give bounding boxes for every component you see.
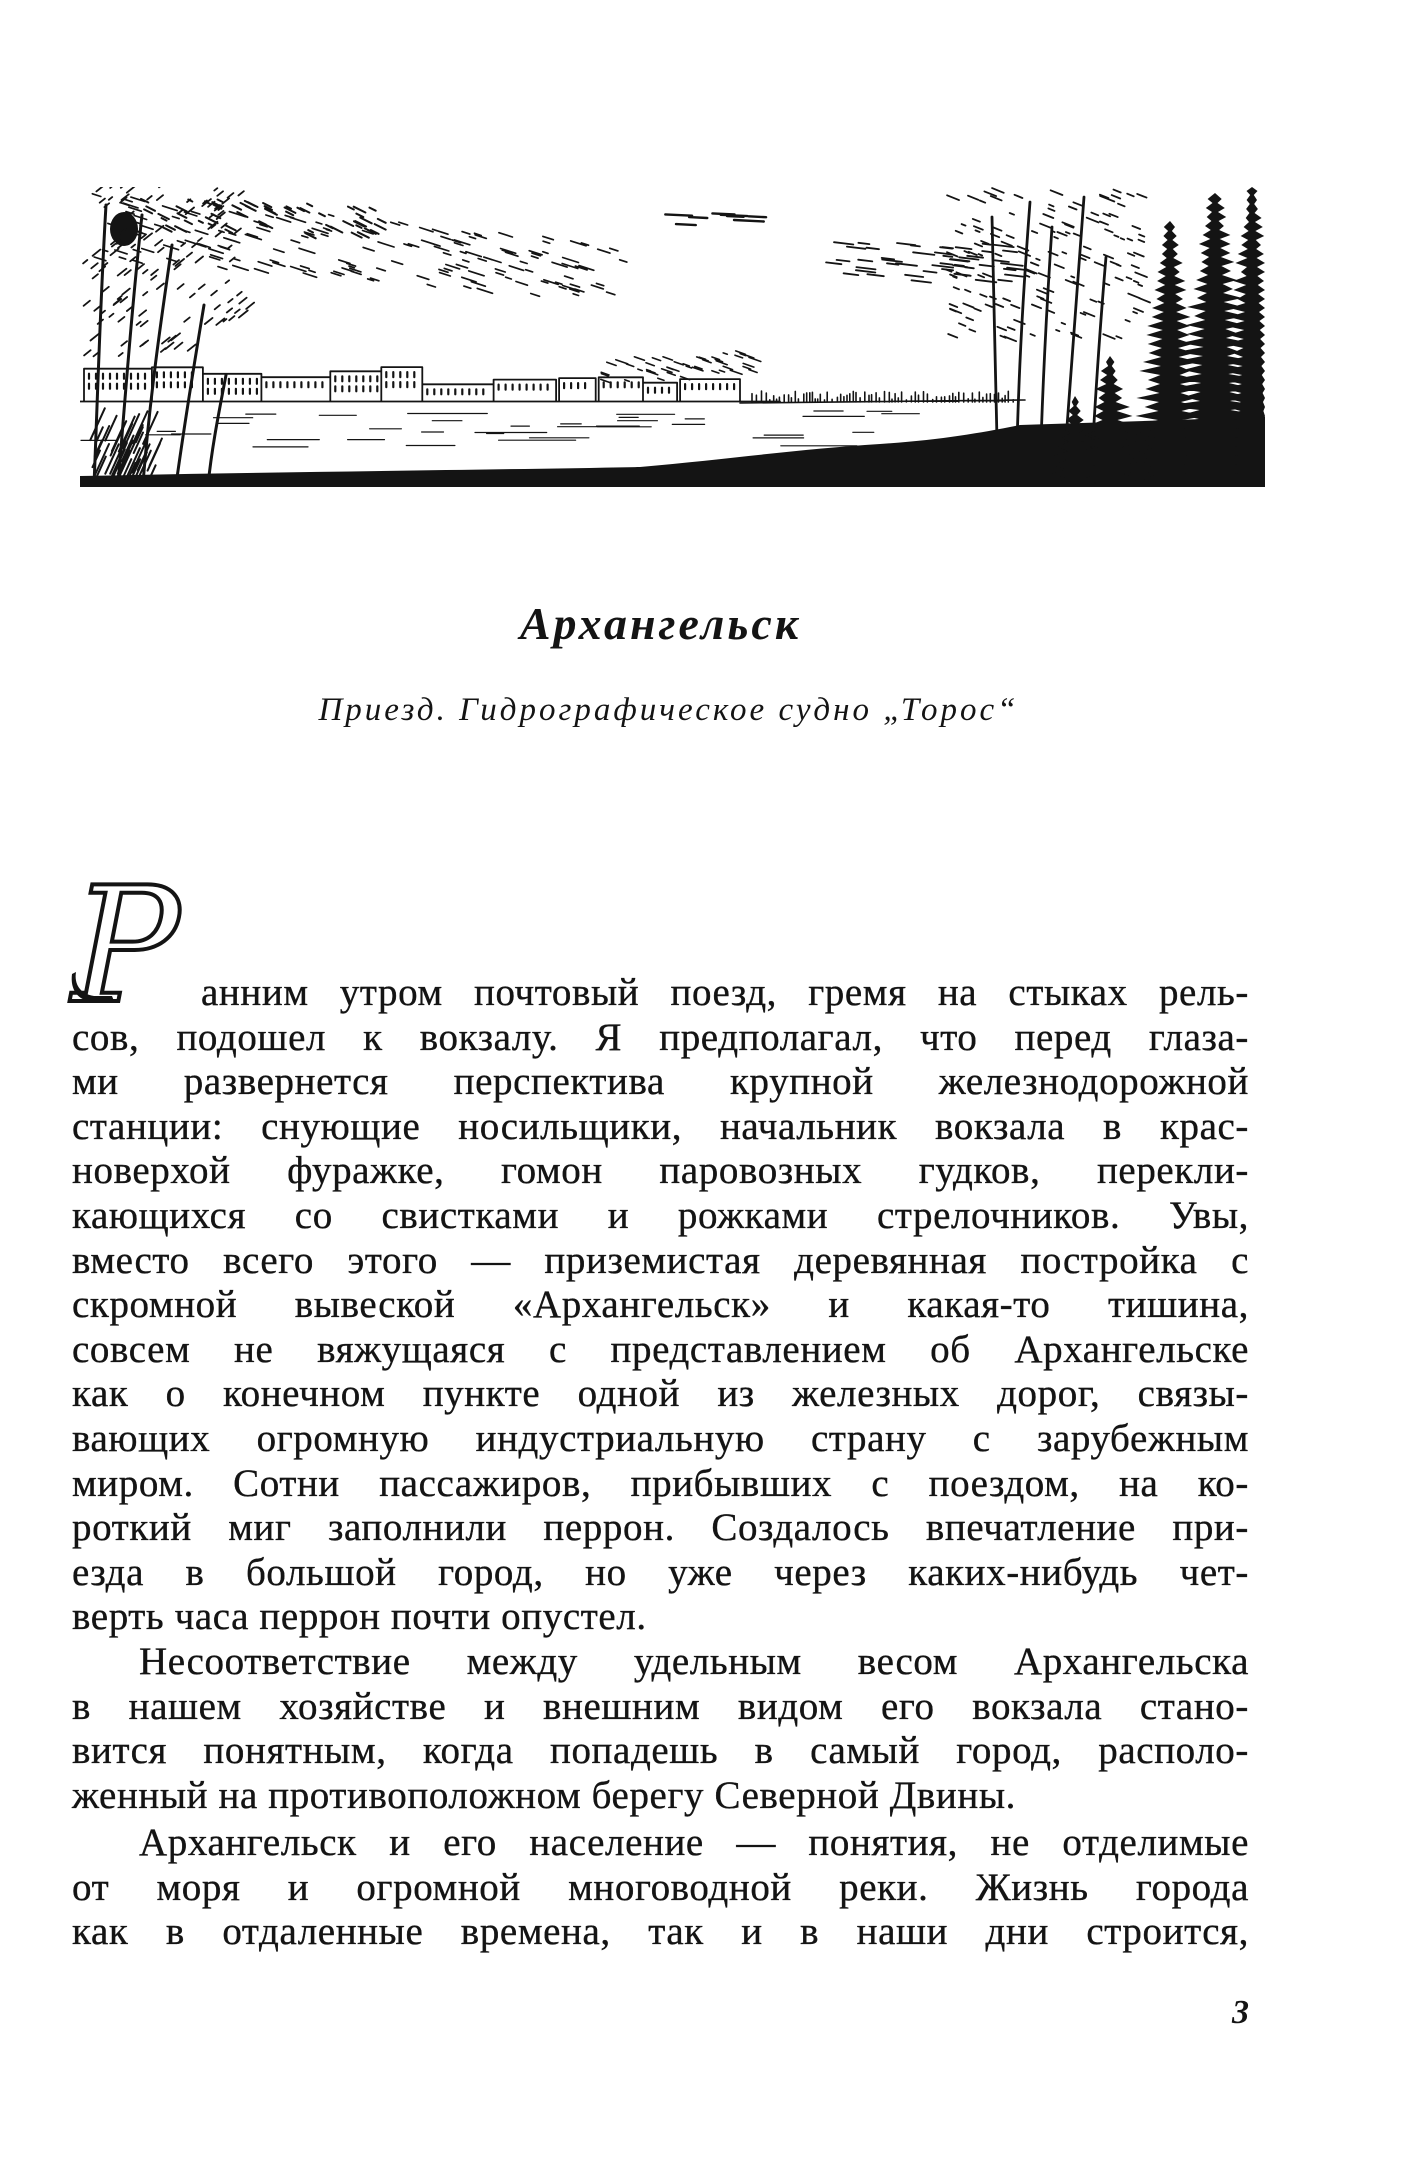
text-line: Архангельск и его население — понятия, не отделимые xyxy=(139,1821,1249,1865)
town-windows xyxy=(89,372,734,394)
text-line: как о конечном пункте одной из железных дорог, связы- xyxy=(72,1372,1249,1416)
text-line: ми развернется перспектива крупной железнодорожной xyxy=(72,1060,1249,1104)
text-line: станции: снующие носильщики, начальник вокзала в крас- xyxy=(72,1104,1249,1148)
text-line: сов, подошел к вокзалу. Я предполагал, что перед глаза- xyxy=(72,1015,1249,1059)
drop-cap: Р xyxy=(72,852,180,1039)
text-line: в нашем хозяйстве и внешним видом его вокзала стано- xyxy=(72,1684,1249,1728)
text-line: вместо всего этого — приземистая деревянная постройка с xyxy=(72,1238,1249,1282)
text-line: новерхой фуражке, гомон паровозных гудков, перекли- xyxy=(72,1149,1249,1193)
text-line: совсем не вяжущаяся с представлением об Архангельске xyxy=(72,1327,1249,1371)
text-line: езда в большой город, но уже через каких-нибудь чет- xyxy=(72,1550,1249,1594)
cloud-dashes xyxy=(665,213,766,225)
text-line: скромной вывеской «Архангельск» и какая-то тишина, xyxy=(72,1283,1249,1327)
paragraph xyxy=(72,971,1249,1640)
sky xyxy=(92,194,1026,296)
paragraph xyxy=(72,1640,1249,1818)
river xyxy=(81,411,929,449)
text-line: кающихся со свистками и рожками стрелочников. Увы, xyxy=(72,1193,1249,1237)
text-line: от моря и огромной многоводной реки. Жизнь города xyxy=(72,1865,1249,1909)
bush-left xyxy=(90,408,162,483)
chapter-subtitle: Приезд. Гидрографическое судно „Торос“ xyxy=(318,692,1019,728)
body-text xyxy=(72,971,1249,1955)
text-line: Несоответствие между удельным весом Архангельска xyxy=(139,1639,1249,1683)
text-line: роткий миг заполнили перрон. Создалось впечатление при- xyxy=(72,1506,1249,1550)
text-line: вится понятным, когда попадешь в самый город, располо- xyxy=(72,1729,1249,1773)
page-number: 3 xyxy=(1232,1994,1249,2031)
text-line: анним утром почтовый поезд, гремя на стыках рель- xyxy=(201,971,1249,1014)
distant-forest xyxy=(740,391,1025,403)
chapter-title: Архангельск xyxy=(519,598,802,649)
cloud-right xyxy=(826,242,1026,282)
text-line: миром. Сотни пассажиров, прибывших с поездом, на ко- xyxy=(72,1461,1249,1505)
text-line: верть часа перрон почти опустел. xyxy=(72,1595,647,1639)
landscape-illustration xyxy=(80,187,1265,487)
water-streaks xyxy=(81,411,929,449)
foliage-right xyxy=(946,188,1150,341)
text-line: как в отдаленные времена, так и в наши дни строится, xyxy=(72,1910,1249,1954)
paragraph xyxy=(72,1821,1249,1955)
text-line: женный на противоположном берегу Северной Двины. xyxy=(72,1773,1017,1817)
text-line: вающих огромную индустриальную страну с зарубежным xyxy=(72,1416,1249,1460)
